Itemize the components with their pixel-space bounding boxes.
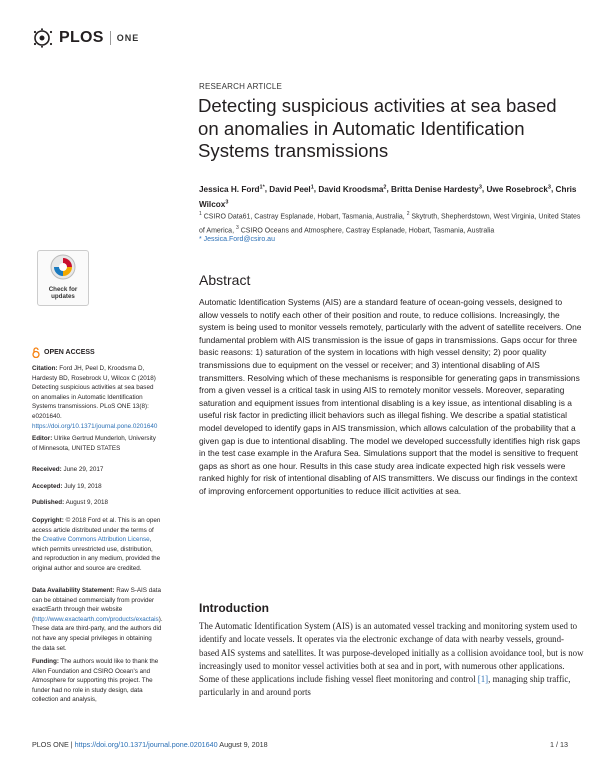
plos-one-logo xyxy=(32,27,152,49)
logo-plos-text: PLOS xyxy=(59,29,104,46)
author[interactable]: Uwe Rosebrock$^3$ xyxy=(486,184,551,194)
affiliations: $^1$ CSIRO Data61, Castray Esplanade, Hobart, Tasmania, Australia, $^2$ Skytruth, Shepherdstown, West Virginia, United States of America, $^3$ CSIRO Oceans and Atmosphere, Castray Esplanade, Hobart, Tasmania, Australia xyxy=(199,211,581,235)
abstract-heading: Abstract xyxy=(199,272,251,288)
introduction-heading: Introduction xyxy=(199,601,269,615)
funding-block: Funding: The authors would like to thank the Allen Foundation and CSIRO Ocean's and Atmosphere for supporting this project. The funder had no role in study design, data collection and analysis, xyxy=(32,658,159,704)
logo-divider xyxy=(110,31,111,45)
logo-journal-text: ONE xyxy=(116,33,140,43)
corresponding-email-link[interactable]: * Jessica.Ford@csiro.au xyxy=(199,236,275,243)
author[interactable]: David Peel$^1$ xyxy=(269,184,314,194)
license-link[interactable]: Creative Commons Attribution License xyxy=(42,536,150,544)
copyright-block: Copyright: © 2018 Ford et al. This is an open access article distributed under the terms of the Creative Commons Attribution License, which permits unrestricted use, distribution, and reproduction in any medium, provided the original author and source are credited. xyxy=(32,517,161,572)
author[interactable]: Jessica H. Ford$^{1*}$ xyxy=(199,184,265,194)
footer-citation: PLOS ONE | https://doi.org/10.1371/journal.pone.0201640 August 9, 2018 xyxy=(32,740,268,749)
open-access-label: OPEN ACCESS xyxy=(44,349,95,356)
introduction-text: The Automatic Identification System (AIS) is an automated vessel tracking and monitoring system used to identify and locate vessels. It operates via the electronic exchange of data with nearby vessels, ground-based AIS systems and satellites. It was purpose-developed initially as a collision avoidance tool, but is now increasingly used to monitor vessel activities both at sea and in port, with numerous other applications. Some of these applications include fishing vessel fleet monitoring and control [1], managing ship traffic, particularly in and around ports xyxy=(199,621,584,698)
author[interactable]: Chris Wilcox$^3$ xyxy=(199,184,577,209)
page-footer xyxy=(32,740,568,749)
author[interactable]: David Kroodsma$^2$ xyxy=(318,184,387,194)
accepted-date: Accepted: July 19, 2018 xyxy=(32,483,102,490)
data-provider-link[interactable]: http://www.exactearth.com/products/exactais xyxy=(34,615,159,623)
article-title: Detecting suspicious activities at sea based on anomalies in Automatic Identification Systems transmissions xyxy=(198,95,557,161)
citation-doi-link[interactable]: https://doi.org/10.1371/journal.pone.0201640 xyxy=(32,422,158,430)
check-for-updates-label: Check for updates xyxy=(48,286,78,300)
author[interactable]: Britta Denise Hardesty$^3$ xyxy=(391,184,482,194)
article-type: RESEARCH ARTICLE xyxy=(199,82,283,91)
received-date: Received: June 29, 2017 xyxy=(32,466,104,473)
data-availability-block: Data Availability Statement: Raw S-AIS data can be obtained commercially from provider exactEarth through their website (http://www.exactearth.com/products/exactais). These data are third-party, and the authors did not have any special privileges in obtaining the data set. xyxy=(32,587,163,652)
page-number: 1 / 13 xyxy=(550,740,568,749)
abstract-text: Automatic Identification Systems (AIS) are a standard feature of ocean-going vessels, designed to allow vessels to notify each other of their position and route, to reduce collisions. Increasingly, the system is being used to monitor vessels remotely, particularly with the advent of satellite receivers. One fundamental problem with AIS transmission is the issue of gaps in transmissions. Gaps occur for three basic reasons: 1) saturation of the system in locations with high vessel density; 2) poor quality transmissions due to equipment on the vessel or receiver; and 3) intentional disabling of AIS transmitters. Resolving which of these mechanisms is responsible for generating gaps in transmissions from a given vessel is a critical task in using AIS to remotely monitor vessels. Moreover, separating saturation and equipment issues from intentional disabling is a key issue, as intentional disabling is a useful risk factor in predicting illicit behaviors such as illegal fishing. We describe a spatial statistical model developed to identify gaps in AIS transmission, which allows calculation of the probability that a given gap is due to intentional disabling. The model we developed successfully identifies high risk gaps in the test case example in the Arafura Sea. Simulations support that the model is sensitive to frequent gaps as short as one hour. Results in this case study area indicate expected high risk vessels were ranked highly for risk of intentional disabling of AIS transmitters. We discuss our findings in the context of improving enforcement opportunities to reduce illicit activities at sea. xyxy=(199,297,582,496)
citation-link[interactable]: [1] xyxy=(477,674,489,685)
citation-block: Citation: Ford JH, Peel D, Kroodsma D, Hardesty BD, Rosebrock U, Wilcox C (2018) Detecting suspicious activities at sea based on anomalies in Automatic Identification Systems transmissions. PLoS ONE 13(8): e0201640. https://doi.org/10.1371/journal.pone.0201640 xyxy=(32,365,158,430)
author-list: Jessica H. Ford$^{1*}$, David Peel$^1$, David Kroodsma$^2$, Britta Denise Hardesty$^3$, Uwe Rosebrock$^3$, Chris Wilcox$^3$ xyxy=(199,184,577,209)
plos-logo-icon xyxy=(32,28,56,48)
check-for-updates-badge[interactable] xyxy=(37,250,89,306)
check-for-updates-icon xyxy=(50,254,76,280)
open-access-badge xyxy=(32,347,95,358)
editor-block: Editor: Ulrike Gertrud Munderloh, University of Minnesota, UNITED STATES xyxy=(32,435,156,452)
open-lock-icon xyxy=(32,347,40,358)
published-date: Published: August 9, 2018 xyxy=(32,499,108,506)
footer-doi-link[interactable]: https://doi.org/10.1371/journal.pone.0201640 xyxy=(74,740,218,749)
